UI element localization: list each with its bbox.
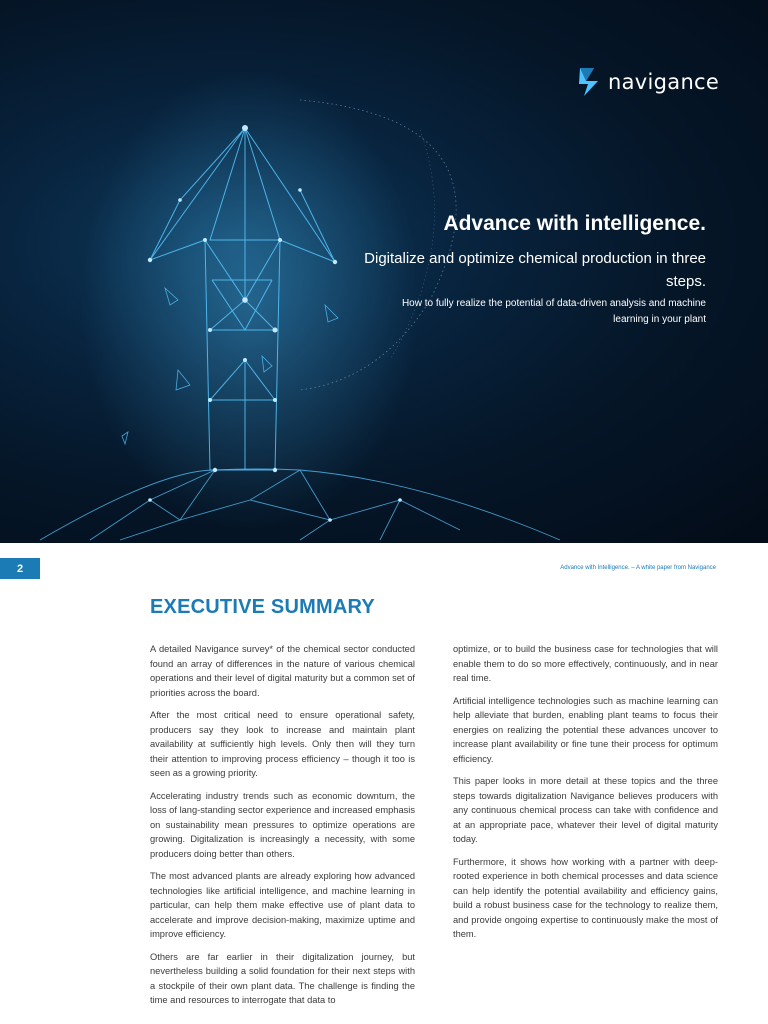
paragraph: Others are far earlier in their digitalization journey, but nevertheless building a solid foundation for their next steps with a stockpile of their own plant data. The challenge is finding the time and resources to interrogate that data to (150, 951, 415, 1005)
logo-text: navigance (608, 70, 720, 94)
brand-logo (578, 66, 719, 98)
paragraph: Furthermore, it shows how working with a partner with deep-rooted experience in both chemical processes and data science can help identify the potential availability and efficiency gains, build a robust business case for the technology to realize them, and provide ongoing expertise to continuously make the most of them. (453, 856, 718, 939)
cover-headline: Advance with intelligence. (443, 212, 706, 235)
cover-tagline: How to fully realize the potential of data-driven analysis and machine learning in your plant (401, 298, 706, 325)
left-column (150, 642, 415, 1016)
navigance-logo-icon (578, 67, 600, 97)
paragraph: Artificial intelligence technologies such as machine learning can help alleviate that burden, enabling plant teams to focus their energies on realizing the potential these advances uncover to increase plant availability or fine tune their process for optimum efficiency. (453, 695, 718, 764)
right-column (453, 642, 718, 950)
cover-subheadline: Digitalize and optimize chemical production in three steps. (364, 250, 706, 290)
running-header: Advance with Intelligence. – A white paper from Navigance (560, 565, 716, 571)
page-number-badge: 2 (0, 558, 40, 579)
paragraph: After the most critical need to ensure operational safety, producers say they look to increase and maintain plant availability at sufficiently high levels. Only then will they turn their attention to improving process efficiency – though it too is seen as a growing priority. (150, 710, 415, 778)
paragraph: The most advanced plants are already exploring how advanced technologies like artificial intelligence, and machine learning in particular, can help them make effective use of plant data to accelerate and improve decision-making, maximize uptime and improve efficiency. (150, 871, 415, 939)
paragraph: Accelerating industry trends such as economic downturn, the loss of lang-standing sector experience and increased emphasis on sustainability mean pressures to optimize operations are growing. Digitalization is increasingly a necessity, with some producers doing better than others. (150, 790, 415, 859)
paragraph: A detailed Navigance survey* of the chemical sector conducted found an array of differences in the nature of various chemical operations and their level of digital maturity but a common set of priorities across the board. (150, 644, 415, 698)
paragraph: This paper looks in more detail at these topics and the three steps towards digitalization Navigance believes producers with any continuous chemical process can take with confidence and at an appropriate pace, whatever their level of digital maturity today. (453, 776, 718, 844)
paragraph: optimize, or to build the business case for technologies that will enable them to do so more effectively, continuously, and in near real time. (453, 644, 718, 683)
section-title: EXECUTIVE SUMMARY (150, 596, 375, 618)
